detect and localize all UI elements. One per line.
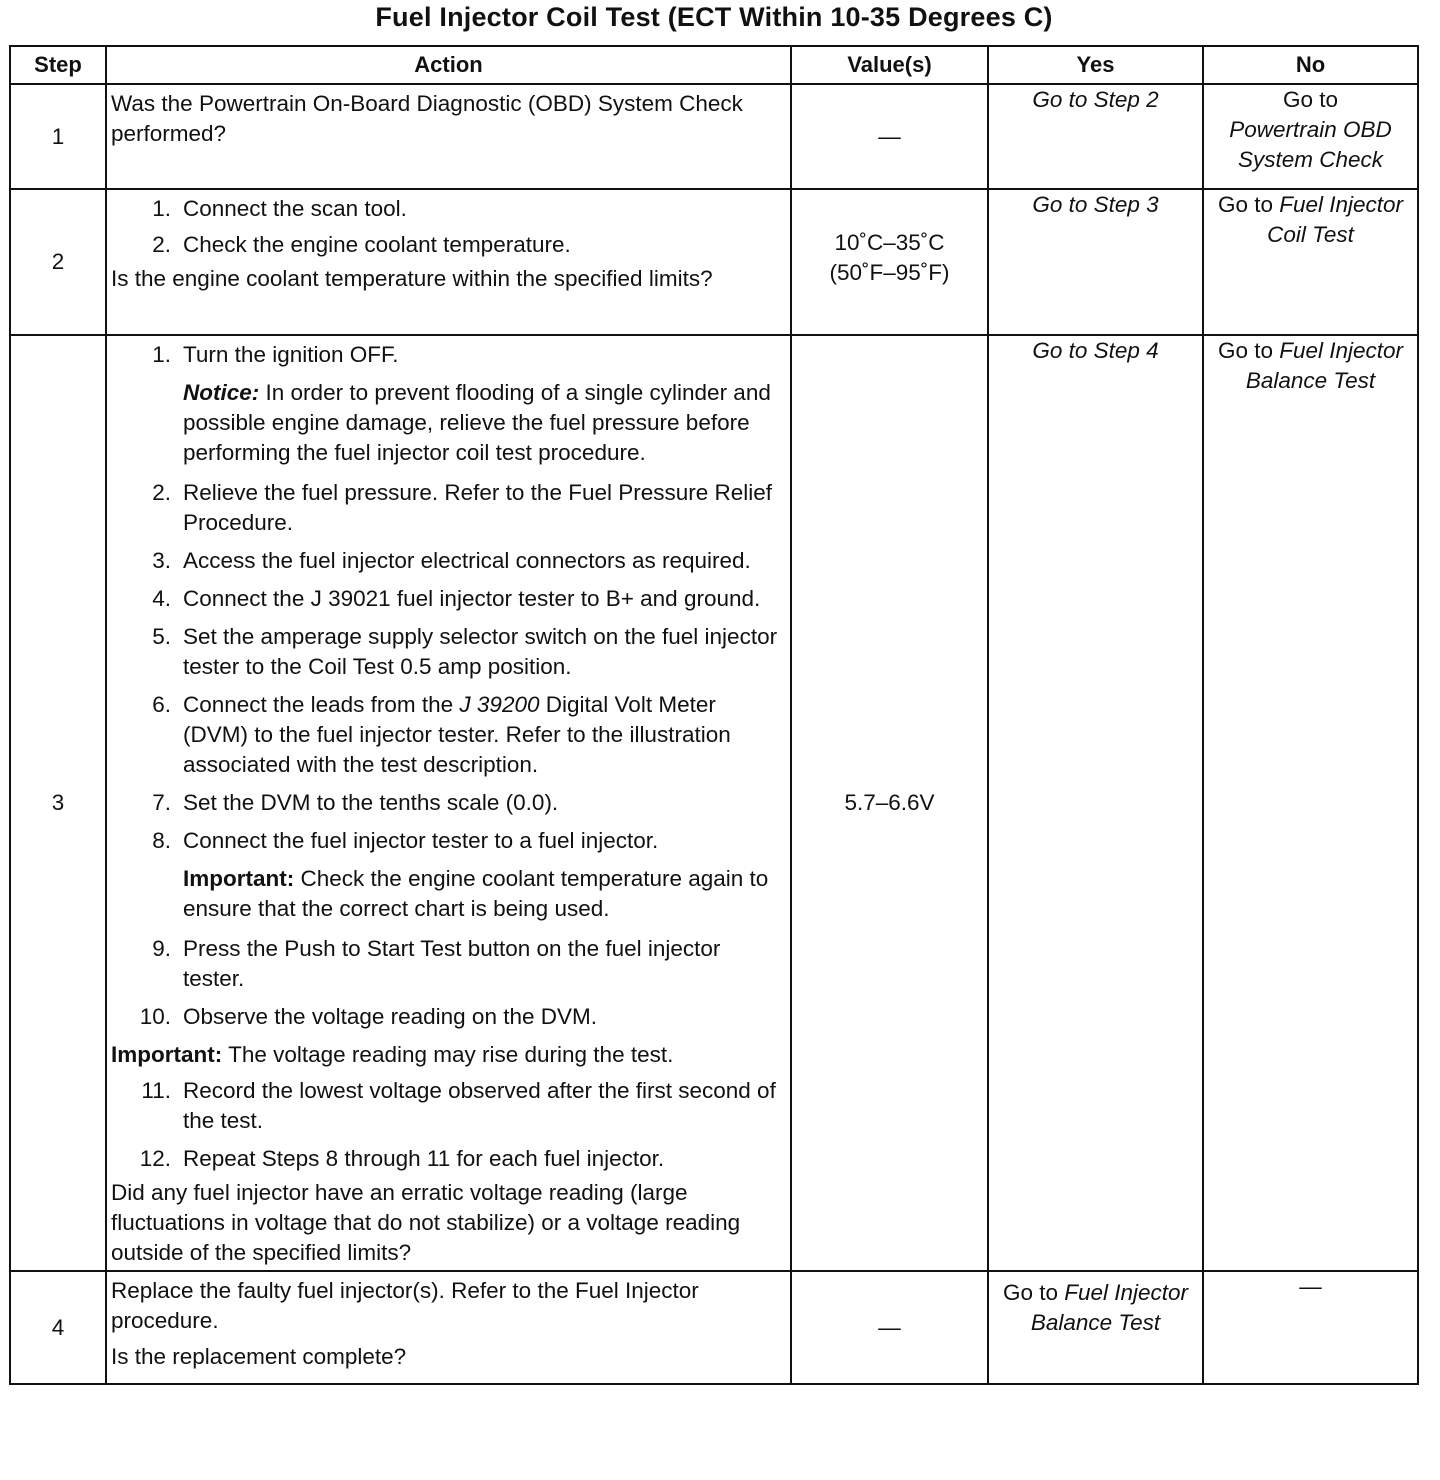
tool-number: J 39200 — [459, 692, 540, 717]
important-label: Important: — [111, 1042, 223, 1067]
no-plain: Go to — [1217, 192, 1273, 217]
important-text: The voltage reading may rise during the test. — [228, 1042, 674, 1067]
instruction-text: Replace the faulty fuel injector(s). Refer to the Fuel Injector procedure. — [111, 1278, 699, 1333]
header-step: Step — [10, 46, 106, 84]
list-item: 9. Press the Push to Start Test button on the fuel injector tester. — [152, 936, 721, 991]
yes-italic: Fuel Injector Balance Test — [1030, 1280, 1189, 1335]
yes-cell: Go to Step 4 — [988, 335, 1203, 1271]
yes-plain: Go to — [1002, 1280, 1058, 1305]
list-item: 6. Connect the leads from the J 39200 Digital Volt Meter (DVM) to the fuel injector tester. Refer to the illustration associated with the test description. — [152, 692, 731, 777]
list-item: 10. Observe the voltage reading on the DVM. — [139, 1004, 597, 1029]
important-text: Check the engine coolant temperature again to ensure that the correct chart is being used. — [183, 866, 769, 921]
important-block — [111, 864, 784, 924]
important-block — [111, 1040, 784, 1070]
value-line: 10˚C–35˚C — [834, 230, 945, 255]
list-item: 2. Check the engine coolant temperature. — [152, 232, 571, 257]
header-action: Action — [106, 46, 791, 84]
action-cell — [106, 189, 791, 335]
no-italic: Powertrain OBD System Check — [1229, 117, 1392, 172]
value-cell: — — [791, 84, 988, 189]
table-row — [10, 1271, 1418, 1384]
no-cell — [1203, 335, 1418, 1271]
question-text: Did any fuel injector have an erratic voltage reading (large fluctuations in voltage that do not stabilize) or a voltage reading outside of the specified limits? — [111, 1180, 741, 1265]
value-cell — [791, 189, 988, 335]
header-values: Value(s) — [791, 46, 988, 84]
value-line: (50˚F–95˚F) — [829, 260, 950, 285]
yes-cell: Go to Step 3 — [988, 189, 1203, 335]
step-number: 4 — [10, 1271, 106, 1384]
list-item: 7. Set the DVM to the tenths scale (0.0). — [152, 790, 559, 815]
notice-block — [111, 378, 784, 468]
notice-label: Notice: — [183, 380, 260, 405]
step-number: 1 — [10, 84, 106, 189]
value-cell: 5.7–6.6V — [791, 335, 988, 1271]
no-cell — [1203, 84, 1418, 189]
page-title: Fuel Injector Coil Test (ECT Within 10-35 Degrees C) — [375, 2, 1053, 32]
table-row — [10, 335, 1418, 1271]
header-no: No — [1203, 46, 1418, 84]
no-italic: Fuel Injector Coil Test — [1267, 192, 1404, 247]
important-label: Important: — [183, 866, 295, 891]
header-yes: Yes — [988, 46, 1203, 84]
list-item: 1. Connect the scan tool. — [152, 196, 407, 221]
table-row — [10, 189, 1418, 335]
table-row — [10, 84, 1418, 189]
action-cell — [106, 84, 791, 189]
step-number: 3 — [10, 335, 106, 1271]
no-cell: — — [1203, 1271, 1418, 1384]
list-item: 1. Turn the ignition OFF. — [152, 342, 399, 367]
list-item: 5. Set the amperage supply selector switch on the fuel injector tester to the Coil Test 0.5 amp position. — [152, 624, 778, 679]
yes-cell — [988, 1271, 1203, 1384]
list-item: 4. Connect the J 39021 fuel injector tester to B+ and ground. — [152, 586, 761, 611]
procedure-table — [9, 45, 1419, 1385]
action-cell — [106, 1271, 791, 1384]
no-italic: Fuel Injector Balance Test — [1245, 338, 1404, 393]
list-item: 12. Repeat Steps 8 through 11 for each fuel injector. — [139, 1146, 665, 1171]
value-cell: — — [791, 1271, 988, 1384]
list-item: 8. Connect the fuel injector tester to a fuel injector. — [152, 828, 659, 853]
question-text: Is the replacement complete? — [111, 1344, 407, 1369]
yes-cell: Go to Step 2 — [988, 84, 1203, 189]
no-plain: Go to — [1217, 338, 1273, 363]
question-text: Is the engine coolant temperature within the specified limits? — [111, 266, 713, 291]
list-item: 2. Relieve the fuel pressure. Refer to the Fuel Pressure Relief Procedure. — [152, 480, 773, 535]
header-row — [10, 46, 1418, 84]
notice-text: In order to prevent flooding of a single cylinder and possible engine damage, relieve the fuel pressure before performing the fuel injector coil test procedure. — [183, 380, 771, 465]
list-item: 11. Record the lowest voltage observed after the first second of the test. — [141, 1078, 776, 1133]
action-cell — [106, 335, 791, 1271]
no-plain: Go to — [1282, 87, 1339, 112]
step-number: 2 — [10, 189, 106, 335]
question-text: Was the Powertrain On-Board Diagnostic (OBD) System Check performed? — [111, 91, 743, 146]
list-item: 3. Access the fuel injector electrical connectors as required. — [152, 548, 751, 573]
no-cell — [1203, 189, 1418, 335]
